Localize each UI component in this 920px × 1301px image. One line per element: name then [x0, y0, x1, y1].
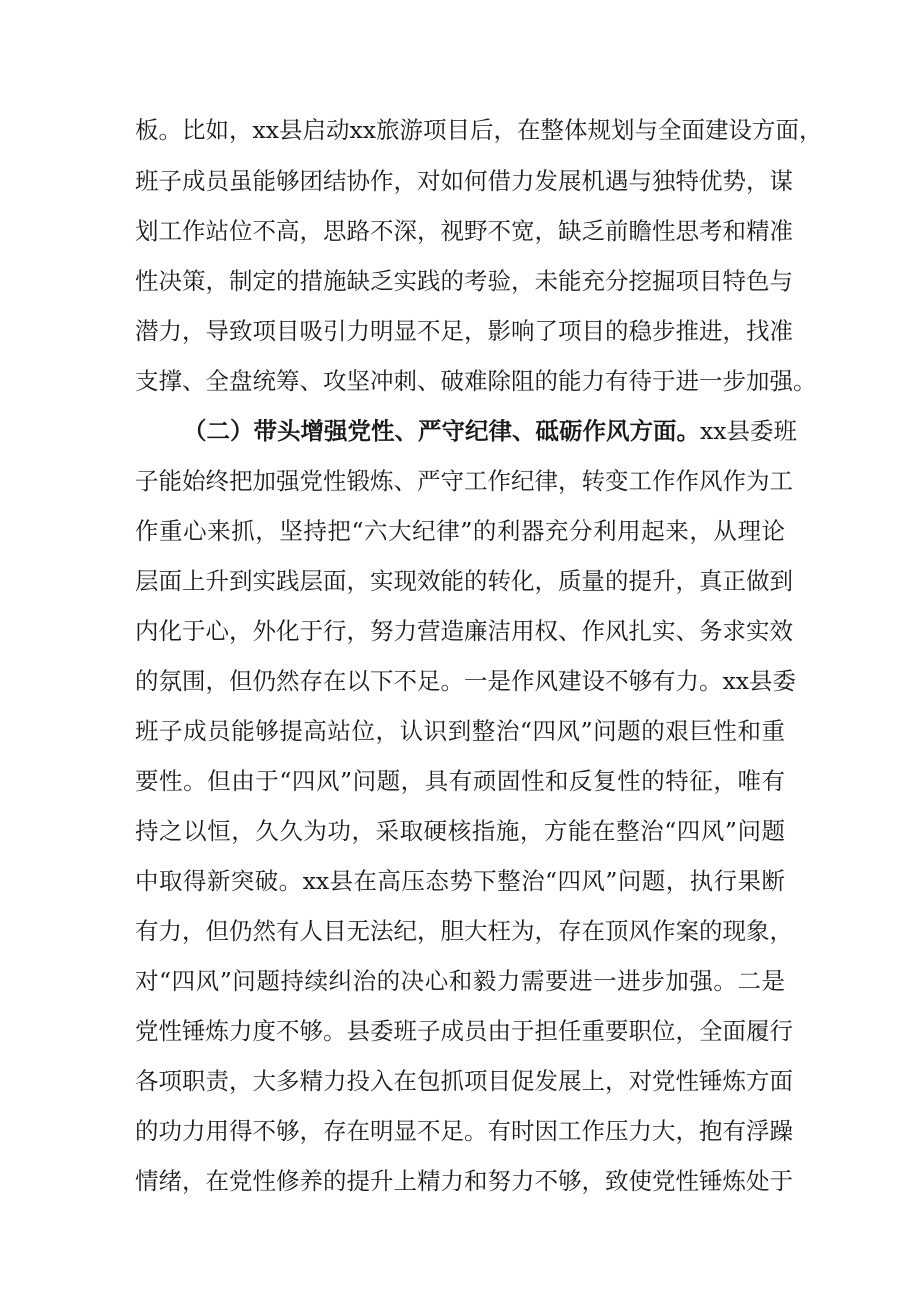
paragraph-line: 支撑、全盘统筹、攻坚冲刺、破难除阻的能力有待于进一步加强。: [135, 367, 817, 395]
paragraph-line: 有力，但仍然有人目无法纪，胆大枉为，存在顶风作案的现象，: [135, 917, 793, 945]
paragraph-line: 的氛围，但仍然存在以下不足。一是作风建设不够有力。xx县委: [135, 667, 797, 695]
paragraph-line: 对“四风”问题持续纠治的决心和毅力需要进一进步加强。二是: [135, 967, 785, 995]
paragraph-line: 要性。但由于“四风”问题，具有顽固性和反复性的特征，唯有: [135, 767, 785, 795]
paragraph-line: 板。比如，xx县启动xx旅游项目后，在整体规划与全面建设方面，: [135, 116, 823, 144]
paragraph-line: 层面上升到实践层面，实现效能的转化，质量的提升，真正做到: [135, 567, 793, 595]
paragraph-line: 内化于心，外化于行，努力营造廉洁用权、作风扎实、务求实效: [135, 617, 793, 645]
paragraph-line: 班子成员虽能够团结协作，对如何借力发展机遇与独特优势，谋: [135, 167, 793, 195]
paragraph-line: 的功力用得不够，存在明显不足。有时因工作压力大，抱有浮躁: [135, 1117, 793, 1145]
paragraph-line: 作重心来抓，坚持把“六大纪律”的利器充分利用起来，从理论: [135, 517, 785, 545]
paragraph-line: 划工作站位不高，思路不深，视野不宽，缺乏前瞻性思考和精准: [135, 217, 793, 245]
paragraph-line: 潜力，导致项目吸引力明显不足，影响了项目的稳步推进，找准: [135, 317, 793, 345]
section-heading-line: [183, 413, 798, 449]
heading-line-rest: xx县委班: [700, 417, 798, 445]
paragraph-line: 情绪，在党性修养的提升上精力和努力不够，致使党性锤炼处于: [135, 1167, 793, 1195]
paragraph-line: 班子成员能够提高站位，认识到整治“四风”问题的艰巨性和重: [135, 717, 785, 745]
paragraph-line: 持之以恒，久久为功，采取硬核指施，方能在整治“四风”问题: [135, 817, 785, 845]
section-heading: （二）带头增强党性、严守纪律、砥砺作风方面。: [183, 417, 700, 445]
paragraph-line: 中取得新突破。xx县在高压态势下整治“四风”问题，执行果断: [135, 867, 785, 895]
paragraph-line: 各项职责，大多精力投入在包抓项目促发展上，对党性锤炼方面: [135, 1067, 793, 1095]
paragraph-line: 性决策，制定的措施缺乏实践的考验，未能充分挖掘项目特色与: [135, 267, 793, 295]
paragraph-line: 子能始终把加强党性锻炼、严守工作纪律，转变工作作风作为工: [135, 467, 793, 495]
paragraph-line: 党性锤炼力度不够。县委班子成员由于担任重要职位，全面履行: [135, 1017, 793, 1045]
